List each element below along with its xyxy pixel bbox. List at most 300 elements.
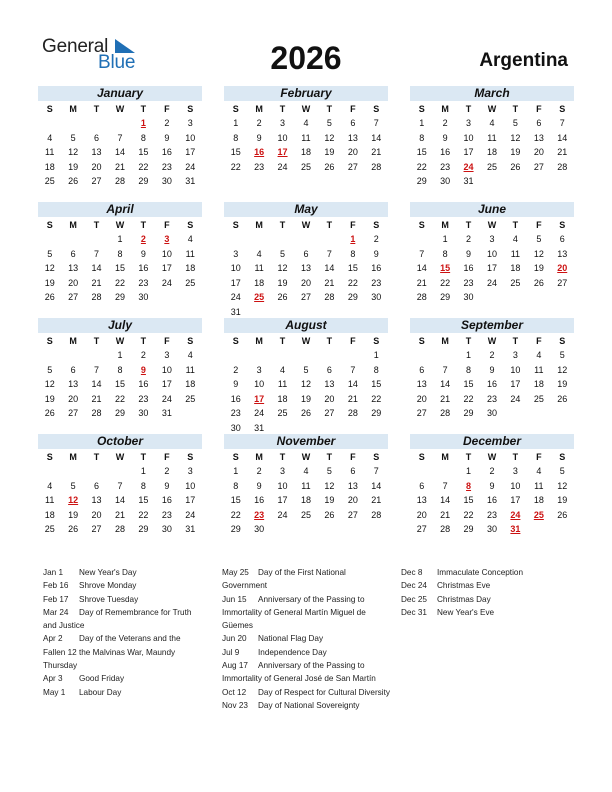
- day-cell: 14: [557, 132, 568, 143]
- empty-day-cell: [38, 348, 61, 363]
- country-name: Argentina: [479, 50, 568, 71]
- weekday-label: T: [279, 104, 286, 114]
- empty-day-cell: [61, 116, 84, 131]
- day-cell: 10: [161, 248, 172, 259]
- day-cell: 7: [350, 364, 356, 375]
- weekday-label: M: [441, 220, 449, 230]
- weekday-label: S: [187, 104, 194, 114]
- day-cell: 10: [185, 480, 196, 491]
- day-cell: 28: [440, 524, 451, 535]
- day-cell: 11: [487, 132, 497, 143]
- holiday-entry: [43, 606, 205, 633]
- day-cell: 20: [347, 495, 358, 506]
- day-cell: 23: [486, 509, 497, 520]
- holiday-entry: [401, 579, 571, 592]
- day-cell: 24: [277, 161, 288, 172]
- day-cell: 12: [557, 364, 568, 375]
- week-row: [38, 522, 202, 537]
- day-cell: 17: [161, 379, 172, 390]
- holiday-name: Day of Respect for Cultural Diversity: [258, 687, 390, 697]
- day-cell: 24: [486, 277, 497, 288]
- day-cell: 16: [161, 147, 172, 158]
- calendar-year: 2026: [270, 40, 342, 76]
- empty-day-cell: [551, 406, 574, 421]
- empty-day-cell: [527, 406, 550, 421]
- weekday-header-row: [224, 450, 388, 464]
- holiday-name: Anniversary of the Passing to Immortality of General Martín Miguel de Güemes: [222, 594, 366, 631]
- day-cell: 29: [463, 524, 474, 535]
- day-cell: 1: [466, 350, 472, 360]
- weekday-label: W: [115, 104, 125, 114]
- holiday-name: Christmas Day: [437, 594, 491, 604]
- day-cell: 7: [373, 466, 379, 476]
- weekday-label: F: [536, 452, 542, 462]
- empty-day-cell: [247, 348, 270, 363]
- day-cell: 30: [486, 524, 497, 535]
- day-cell: 15: [463, 379, 474, 390]
- day-cell: 29: [138, 524, 149, 535]
- day-cell: 7: [94, 364, 100, 375]
- day-cell: 9: [256, 480, 262, 491]
- holiday-date: Apr 3: [43, 674, 63, 684]
- day-cell: 8: [233, 132, 239, 143]
- empty-day-cell: [294, 522, 317, 537]
- week-row: [224, 363, 388, 378]
- empty-day-cell: [179, 290, 202, 305]
- weekday-label: S: [373, 104, 380, 114]
- day-cell: 23: [161, 509, 172, 520]
- holiday-entry: [222, 646, 390, 659]
- day-cell: 2: [140, 350, 146, 360]
- weekday-label: W: [487, 220, 497, 230]
- weekday-label: M: [69, 452, 77, 462]
- day-cell: 8: [419, 132, 425, 143]
- empty-day-cell: [341, 348, 364, 363]
- week-row: [224, 522, 388, 537]
- week-row: [224, 508, 388, 523]
- day-cell: 29: [440, 292, 451, 303]
- empty-day-cell: [294, 348, 317, 363]
- week-row: [224, 377, 388, 392]
- weekday-header-row: [38, 218, 202, 232]
- week-row: [410, 145, 574, 160]
- week-row: [38, 464, 202, 479]
- day-cell: 28: [557, 161, 568, 172]
- day-cell: 6: [303, 248, 309, 259]
- day-cell: 16: [486, 495, 497, 506]
- day-cell: 26: [44, 292, 55, 303]
- day-cell: 15: [138, 147, 149, 158]
- weekday-label: S: [187, 336, 194, 346]
- weekday-label: F: [164, 336, 170, 346]
- day-cell: 15: [371, 379, 382, 390]
- day-cell: 14: [91, 379, 102, 390]
- day-cell: 24: [161, 277, 172, 288]
- holiday-name: Day of the First National Government: [222, 568, 346, 591]
- day-cell: 4: [256, 248, 262, 259]
- day-cell: 13: [416, 379, 427, 390]
- weekday-label: M: [255, 452, 263, 462]
- month-title: December: [410, 434, 574, 449]
- day-cell: 26: [300, 408, 311, 419]
- day-cell: 28: [371, 161, 382, 172]
- day-cell: 7: [94, 248, 100, 259]
- week-row: [224, 131, 388, 146]
- day-cell: 27: [324, 408, 335, 419]
- weekday-label: S: [232, 452, 239, 462]
- day-cell: 23: [463, 277, 474, 288]
- holiday-entry: [43, 566, 205, 579]
- week-row: [224, 232, 388, 247]
- day-cell: 15: [347, 263, 358, 274]
- month-title: March: [410, 86, 574, 101]
- day-cell: 29: [230, 524, 241, 535]
- day-cell: 30: [371, 292, 382, 303]
- day-cell: 4: [489, 118, 495, 128]
- week-row: [38, 174, 202, 189]
- day-cell: 17: [161, 263, 172, 274]
- holiday-list-column-1: [43, 566, 205, 699]
- week-row: [224, 392, 388, 407]
- day-cell: 2: [164, 118, 170, 128]
- week-row: [410, 261, 574, 276]
- empty-day-cell: [224, 348, 247, 363]
- day-cell: 19: [557, 379, 568, 390]
- day-cell: 6: [94, 480, 100, 491]
- day-cell: 20: [324, 393, 335, 404]
- day-cell: 12: [510, 132, 521, 143]
- day-cell: 28: [440, 408, 451, 419]
- day-cell: 26: [44, 408, 55, 419]
- day-cell: 23: [371, 277, 382, 288]
- week-row: [38, 160, 202, 175]
- month-title: February: [224, 86, 388, 101]
- holiday-day-cell: 17: [254, 393, 265, 404]
- holiday-date: Dec 24: [401, 581, 427, 591]
- weekday-header-row: [224, 218, 388, 232]
- day-cell: 9: [489, 364, 495, 375]
- day-cell: 15: [230, 147, 241, 158]
- day-cell: 24: [161, 393, 172, 404]
- day-cell: 15: [114, 263, 125, 274]
- day-cell: 29: [463, 408, 474, 419]
- day-cell: 24: [185, 161, 196, 172]
- day-cell: 5: [70, 480, 76, 491]
- day-cell: 18: [533, 495, 544, 506]
- holiday-day-cell: 31: [510, 524, 521, 535]
- day-cell: 27: [557, 277, 568, 288]
- weekday-label: S: [232, 220, 239, 230]
- month-may: [224, 202, 388, 320]
- empty-day-cell: [551, 174, 574, 189]
- day-cell: 21: [440, 509, 451, 520]
- weekday-header-row: [410, 450, 574, 464]
- holiday-day-cell: 16: [254, 147, 265, 158]
- week-row: [38, 406, 202, 421]
- day-cell: 4: [303, 118, 309, 128]
- empty-day-cell: [38, 232, 61, 247]
- day-cell: 19: [277, 277, 288, 288]
- day-cell: 21: [440, 393, 451, 404]
- day-cell: 25: [185, 393, 196, 404]
- day-cell: 30: [138, 292, 149, 303]
- holiday-day-cell: 1: [140, 118, 146, 128]
- day-cell: 27: [68, 292, 79, 303]
- holiday-name: Good Friday: [79, 674, 125, 684]
- day-cell: 3: [280, 118, 286, 128]
- day-cell: 19: [324, 147, 335, 158]
- weekday-label: F: [536, 220, 542, 230]
- day-cell: 18: [300, 495, 311, 506]
- empty-day-cell: [85, 232, 108, 247]
- week-row: [38, 377, 202, 392]
- day-cell: 17: [185, 147, 196, 158]
- day-cell: 27: [416, 408, 427, 419]
- day-cell: 29: [347, 292, 358, 303]
- day-cell: 8: [373, 364, 379, 375]
- holiday-entry: [401, 606, 571, 619]
- day-cell: 11: [45, 147, 55, 158]
- day-cell: 18: [44, 161, 55, 172]
- day-cell: 10: [277, 480, 288, 491]
- day-cell: 8: [466, 364, 472, 375]
- empty-day-cell: [271, 232, 294, 247]
- holiday-date: Oct 12: [222, 687, 247, 697]
- weekday-label: T: [512, 104, 519, 114]
- weekday-label: T: [512, 336, 519, 346]
- empty-day-cell: [155, 290, 178, 305]
- empty-day-cell: [480, 174, 503, 189]
- month-december: [410, 434, 574, 537]
- day-cell: 23: [230, 408, 241, 419]
- weekday-label: S: [559, 336, 566, 346]
- day-cell: 1: [466, 466, 472, 476]
- weekday-label: M: [441, 452, 449, 462]
- day-cell: 5: [559, 466, 565, 476]
- day-cell: 10: [510, 480, 521, 491]
- day-cell: 11: [301, 132, 311, 143]
- day-cell: 12: [44, 263, 55, 274]
- weekday-label: T: [326, 220, 333, 230]
- day-cell: 19: [533, 263, 544, 274]
- day-cell: 9: [233, 379, 239, 390]
- day-cell: 7: [373, 118, 379, 128]
- weekday-label: S: [187, 220, 194, 230]
- month-title: September: [410, 318, 574, 333]
- day-cell: 11: [277, 379, 288, 390]
- day-cell: 6: [419, 364, 425, 375]
- day-cell: 9: [164, 132, 170, 143]
- day-cell: 3: [512, 350, 518, 360]
- day-cell: 16: [486, 379, 497, 390]
- day-cell: 6: [350, 466, 356, 476]
- day-cell: 25: [277, 408, 288, 419]
- weekday-label: T: [279, 336, 286, 346]
- day-cell: 23: [254, 161, 265, 172]
- empty-day-cell: [410, 464, 433, 479]
- weekday-label: S: [232, 336, 239, 346]
- day-cell: 27: [300, 292, 311, 303]
- weekday-label: T: [326, 336, 333, 346]
- weekday-label: S: [373, 336, 380, 346]
- day-cell: 3: [164, 350, 170, 360]
- week-row: [410, 464, 574, 479]
- day-cell: 14: [347, 379, 358, 390]
- empty-day-cell: [433, 464, 456, 479]
- weekday-label: F: [350, 104, 356, 114]
- day-cell: 12: [68, 147, 79, 158]
- month-title: October: [38, 434, 202, 449]
- empty-day-cell: [224, 232, 247, 247]
- weekday-label: S: [418, 336, 425, 346]
- holiday-day-cell: 24: [510, 509, 521, 520]
- day-cell: 5: [512, 118, 518, 128]
- weekday-label: W: [301, 104, 311, 114]
- weekday-label: T: [279, 452, 286, 462]
- day-cell: 23: [161, 161, 172, 172]
- weekday-label: F: [536, 104, 542, 114]
- weekday-label: S: [559, 220, 566, 230]
- holiday-date: Aug 17: [222, 661, 248, 671]
- week-row: [410, 290, 574, 305]
- day-cell: 9: [140, 248, 146, 259]
- empty-day-cell: [527, 174, 550, 189]
- empty-day-cell: [179, 406, 202, 421]
- day-cell: 26: [324, 509, 335, 520]
- day-cell: 21: [114, 509, 125, 520]
- weekday-label: S: [46, 220, 53, 230]
- empty-day-cell: [410, 232, 433, 247]
- weekday-label: T: [93, 452, 100, 462]
- empty-day-cell: [527, 522, 550, 537]
- week-row: [410, 479, 574, 494]
- day-cell: 13: [68, 379, 79, 390]
- day-cell: 31: [185, 524, 196, 535]
- weekday-header-row: [224, 102, 388, 116]
- day-cell: 16: [138, 379, 149, 390]
- day-cell: 5: [326, 466, 332, 476]
- holiday-day-cell: 17: [277, 147, 288, 158]
- empty-day-cell: [38, 116, 61, 131]
- day-cell: 29: [114, 408, 125, 419]
- day-cell: 30: [161, 524, 172, 535]
- day-cell: 21: [91, 277, 102, 288]
- day-cell: 29: [114, 292, 125, 303]
- day-cell: 6: [559, 234, 565, 244]
- day-cell: 24: [230, 292, 241, 303]
- day-cell: 30: [254, 524, 265, 535]
- day-cell: 3: [187, 118, 193, 128]
- holiday-day-cell: 9: [140, 364, 146, 375]
- day-cell: 5: [70, 132, 76, 143]
- day-cell: 20: [91, 509, 102, 520]
- weekday-label: W: [301, 220, 311, 230]
- day-cell: 21: [371, 147, 382, 158]
- day-cell: 7: [117, 480, 123, 491]
- day-cell: 18: [254, 277, 265, 288]
- day-cell: 27: [91, 524, 102, 535]
- holiday-day-cell: 15: [440, 263, 451, 274]
- holiday-date: Jun 15: [222, 594, 247, 604]
- empty-day-cell: [108, 116, 131, 131]
- week-row: [410, 247, 574, 262]
- day-cell: 25: [44, 176, 55, 187]
- day-cell: 22: [114, 277, 125, 288]
- day-cell: 17: [463, 147, 474, 158]
- holiday-date: Dec 25: [401, 594, 427, 604]
- day-cell: 11: [254, 263, 264, 274]
- day-cell: 22: [138, 509, 149, 520]
- empty-day-cell: [433, 348, 456, 363]
- holiday-entry: [401, 566, 571, 579]
- week-row: [410, 174, 574, 189]
- weekday-label: W: [115, 220, 125, 230]
- day-cell: 2: [489, 350, 495, 360]
- month-november: [224, 434, 388, 537]
- holiday-day-cell: 25: [254, 292, 265, 303]
- weekday-header-row: [38, 450, 202, 464]
- week-row: [224, 290, 388, 305]
- day-cell: 17: [277, 495, 288, 506]
- week-row: [38, 493, 202, 508]
- day-cell: 29: [371, 408, 382, 419]
- holiday-day-cell: 3: [164, 234, 170, 244]
- day-cell: 12: [324, 132, 335, 143]
- day-cell: 4: [303, 466, 309, 476]
- day-cell: 22: [463, 393, 474, 404]
- day-cell: 5: [303, 364, 309, 375]
- weekday-label: M: [69, 220, 77, 230]
- day-cell: 20: [416, 509, 427, 520]
- day-cell: 29: [416, 176, 427, 187]
- weekday-label: T: [512, 452, 519, 462]
- day-cell: 4: [187, 350, 193, 360]
- day-cell: 8: [140, 480, 146, 491]
- holiday-entry: [43, 593, 205, 606]
- day-cell: 13: [347, 132, 358, 143]
- empty-day-cell: [318, 522, 341, 537]
- day-cell: 24: [277, 509, 288, 520]
- day-cell: 20: [533, 147, 544, 158]
- day-cell: 6: [94, 132, 100, 143]
- week-row: [38, 145, 202, 160]
- month-january: [38, 86, 202, 189]
- day-cell: 8: [233, 480, 239, 491]
- day-cell: 2: [164, 466, 170, 476]
- day-cell: 5: [280, 248, 286, 259]
- empty-day-cell: [61, 348, 84, 363]
- weekday-label: T: [140, 104, 147, 114]
- week-row: [38, 479, 202, 494]
- day-cell: 31: [185, 176, 196, 187]
- day-cell: 14: [440, 495, 451, 506]
- day-cell: 20: [68, 277, 79, 288]
- week-row: [410, 493, 574, 508]
- day-cell: 22: [347, 277, 358, 288]
- day-cell: 22: [416, 161, 427, 172]
- day-cell: 12: [277, 263, 288, 274]
- week-row: [224, 261, 388, 276]
- day-cell: 19: [44, 277, 55, 288]
- day-cell: 15: [138, 495, 149, 506]
- month-february: [224, 86, 388, 174]
- weekday-label: S: [418, 452, 425, 462]
- week-row: [410, 276, 574, 291]
- weekday-label: W: [487, 452, 497, 462]
- day-cell: 26: [510, 161, 521, 172]
- day-cell: 19: [510, 147, 521, 158]
- day-cell: 14: [114, 147, 125, 158]
